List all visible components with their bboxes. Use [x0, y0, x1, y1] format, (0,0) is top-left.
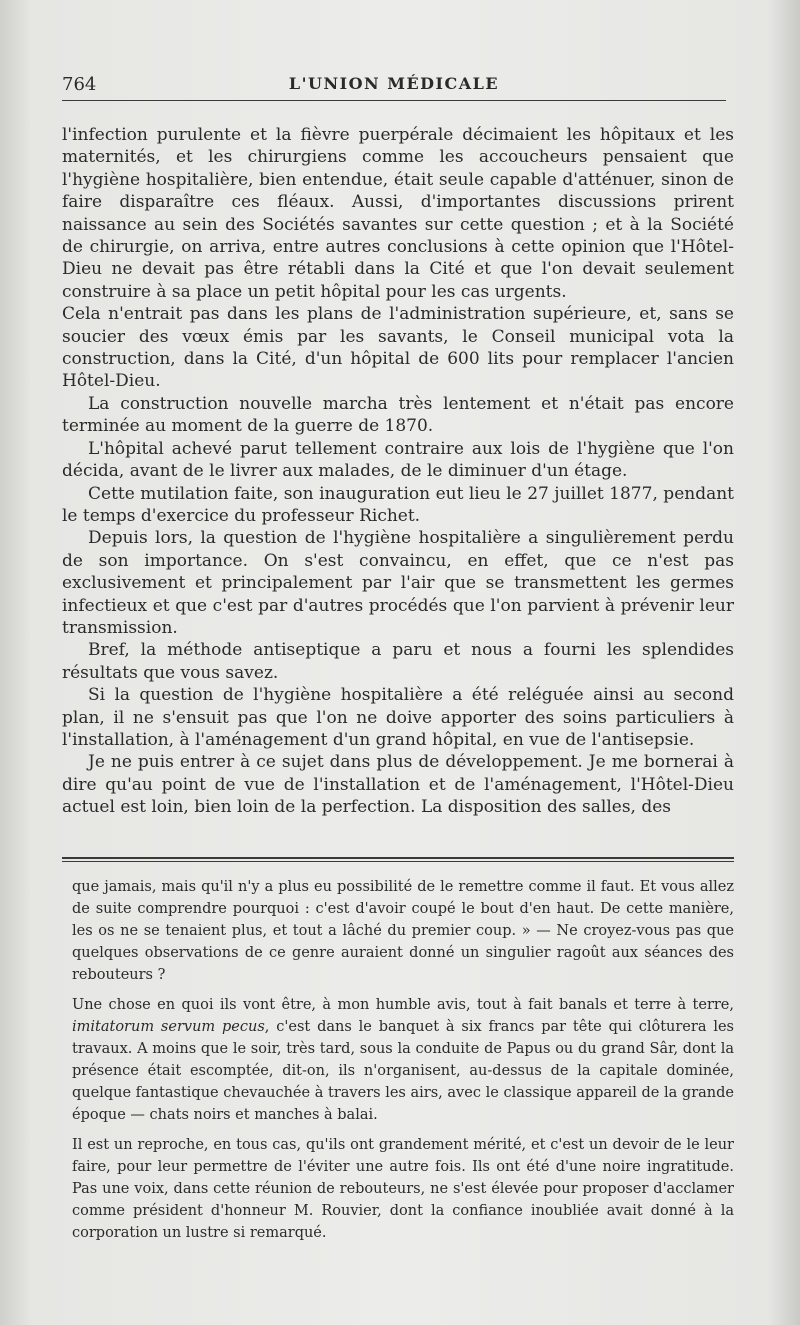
- footnote-latin-phrase: imitatorum servum pecus: [72, 1019, 265, 1035]
- paragraph: Bref, la méthode antiseptique a paru et nous a fourni les splendides résultats que vous savez.: [62, 640, 734, 683]
- running-title: L'UNION MÉDICALE: [288, 74, 500, 93]
- page-number: 764: [62, 74, 97, 95]
- footnote-text: Une chose en quoi ils vont être, à mon humble avis, tout à fait banals et terre à terre,: [72, 997, 734, 1013]
- footnote-text: , c'est dans le banquet à six francs par tête qui clôturera les travaux. A moins que le soir, très tard, sous la conduite de Papus ou du grand Sâr, dont la présence était escomptée, dit-on, ils n'organisent, au-dessus de la capitale dominée, quelque fantastique chevauchée à travers les airs, avec le classique appareil de la grande époque — chats noirs et manches à balai.: [72, 1019, 734, 1123]
- footnote: que jamais, mais qu'il n'y a plus eu possibilité de le remettre comme il faut. Et vous allez de suite comprendre pourquoi : c'est d'avoir coupé le bout d'en haut. De cette manière, les os ne se tenaient plus, et tout a lâché du premier coup. » — Ne croyez-vous pas que quelques observations de ce genre auraient donné un singulier ragoût aux séances des rebouteurs ?: [72, 879, 734, 983]
- footnotes: [72, 876, 734, 1252]
- paragraph: Si la question de l'hygiène hospitalière a été reléguée ainsi au second plan, il ne s'ensuit pas que l'on ne doive apporter des soins particuliers à l'installation, à l'aménagement d'un grand hôpital, en vue de l'antisepsie.: [62, 685, 734, 750]
- header-rule: [62, 100, 726, 101]
- paragraph: Je ne puis entrer à ce sujet dans plus de développement. Je me bornerai à dire qu'au point de vue de l'installation et de l'aménagement, l'Hôtel-Dieu actuel est loin, bien loin de la perfection. La disposition des salles, des: [62, 752, 734, 818]
- paragraph: Cela n'entrait pas dans les plans de l'administration supérieure, et, sans se soucier des vœux émis par les savants, le Conseil municipal vota la construction, dans la Cité, d'un hôpital de 600 lits pour remplacer l'ancien Hôtel-Dieu.: [62, 304, 734, 392]
- paragraph: L'hôpital achevé parut tellement contraire aux lois de l'hygiène que l'on décida, avant de le livrer aux malades, de le diminuer d'un étage.: [62, 438, 734, 482]
- paragraph: Cette mutilation faite, son inauguration eut lieu le 27 juillet 1877, pendant le temps d'exercice du professeur Richet.: [62, 483, 734, 526]
- footnote: Il est un reproche, en tous cas, qu'ils ont grandement mérité, et c'est un devoir de le leur faire, pour leur permettre de l'éviter une autre fois. Ils ont été d'une noire ingratitude. Pas une voix, dans cette réunion de rebouteurs, ne s'est élevée pour proposer d'acclamer comme président d'honneur M. Rouvier, dont la confiance inoubliée avait donné à la corporation un lustre si remarqué.: [72, 1137, 734, 1241]
- footnote: [72, 994, 734, 1126]
- body-text: [62, 124, 734, 819]
- page-header: [62, 70, 726, 100]
- paragraph: l'infection purulente et la fièvre puerpérale décimaient les hôpitaux et les maternités, et les chirurgiens comme les accoucheurs pensaient que l'hygiène hospitalière, bien entendue, était seule capable d'atténuer, sinon de faire disparaître ces fléaux. Aussi, d'importantes discussions prirent naissance au sein des Sociétés savantes sur cette question ; et à la Société de chirurgie, on arriva, entre autres conclusions à cette opinion que l'Hôtel-Dieu ne devait pas être rétabli dans la Cité et que l'on devait seulement construire à sa place un petit hôpital pour les cas urgents.: [62, 125, 734, 302]
- footnote-separator-thin: [62, 861, 734, 862]
- paragraph: La construction nouvelle marcha très lentement et n'était pas encore terminée au moment de la guerre de 1870.: [62, 393, 734, 437]
- paragraph: Depuis lors, la question de l'hygiène hospitalière a singulièrement perdu de son importance. On s'est convaincu, en effet, que ce n'est pas exclusivement et principalement par l'air que se transmettent les germes infectieux et que c'est par d'autres procédés que l'on parvient à prévenir leur transmission.: [62, 528, 734, 638]
- footnote-separator: [62, 857, 734, 859]
